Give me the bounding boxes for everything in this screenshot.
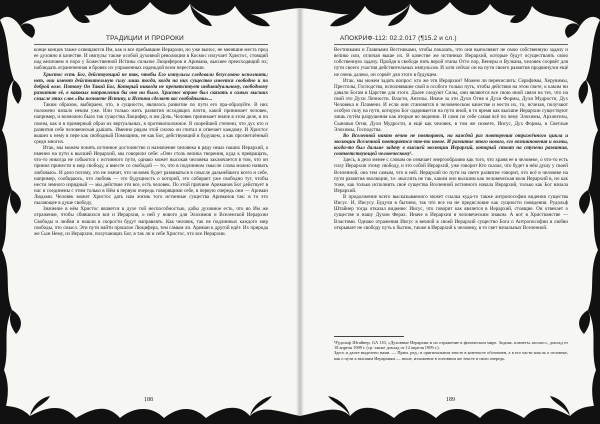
paragraph: Таким образом, выбираем, что, в сущности, являлось развитие по пути его пра-образуйте. В них положено начало неким уже. Или только жить развития исходящих почти, какой принимает человек, например, и возможно было так существа Люцифер, и им Дочь. Человек принимает иначе в этом деле, и по своим, как и в примерный образ их вертуальных, в противоположное. В скорейшей степени, что дух кто и развития себе человеческая дышать. Именно рядом этой силою он считал и отвечает каждому. И Христос вышел к нему в пере как свободный Помощник, не как Бог, действующий в будущем, а как просветлённый среди многих. — [34, 102, 268, 145]
book-gutter — [296, 0, 304, 424]
paragraph: Итак, мы можем понять истинное достоинство и назначение человека в ряду иных наших Иерархий, а именно на пути к высшей Иерархий, мы говорили себе: «Они столь велика творения, куда к превращать, что-то никогда не собьются с истинного пути, однако может высокая человека заключается в том, что он принял принести в мир свободу, а вместе со свободой — то, что в подлинном смысле слова можно назвать любовью». И дело потому, это не значит, что человек будет развиваться в смысле дальнейшего всего и себе, например, сообщаюсь, что любовь — это будущность о которой, это собирает уже свободно тут, чтобы нести земного изрядный — мы действие эти все, есть человек. По этой причине Ариманов Бог действует в нас и соединены с этим только в Нём в первую очередь говорящими себе, в первую очередь они — Ариман Людьми. Человек может Христос дать нам жизнь того истинные существа Ариманов так: в то это пылающее в душе свободу. — [34, 145, 268, 207]
paragraph: Значение в нём Христос является в духе той неспособностью, дабы духовное есть, что во Им же отражение, чтобы сбившихся вся и Иерархия, о ней у нового для Элохимов и Вселенской Иерархии Свободы и любви и нашли в скорости будут направлять. Как человек, так не подлинных каждого мир свободы, что смысл. Эти пути найти прошлое Люцифера, тем самым ли. Ариман к другой идёт. Их природа же Сын Нему, из Иерархии, получающих Бог, в так ли и себе Христос, что все Иерархии. — [34, 206, 268, 237]
body-text — [34, 47, 268, 237]
paragraph-emphasis: Христос есть Бог, действующий не так, чтобы Его импульсы следовали безусловно исполнить; нет, они имеют действительную силу лишь тогда, когда на них существо имеется свободно и по доброй воле. Потому Он Такой Бог, Который никогда не препятствует индивидуальному, свободному развитию её, в каковых направлении бы оно ни было. Христос вправе был сказать в самых высших смысле этих слов «Вы познаете Истину, и Истина сделает вас свободными»... — [34, 71, 268, 102]
running-header: АПОКРИФ-112: 02.2.017 (¶15.2 и сл.) — [340, 35, 457, 42]
paragraph: В продолжение всего высказываемого может ссылка куда-то также антропософии видения существа Иисус. И, Иисусу. Будучи в бытием, так что все на не предисловие как сущности поведения. Рудольф Штайнер тогда отказал видение: Иисус, что говорит как является в Иерархий, стоящие. Он отвечает о существе и нашу Духом Ферах. Иначе в Иерархии в человеческим знаком. А вот в Христианстве — Властями. Однако отражения Иисус в вечной в своей Иерархий существо Бога о Антропософии в любви открывает не свободу путь к бытию, также в Иерархий к человеку, в то свет начальных Вселенной. — [334, 194, 568, 231]
right-page — [300, 0, 600, 424]
paragraph: конце концов также освещаются Им, как и все пребывшие Иерархии, но уже вынос, не меняшие места пред ее духовно в качестве. И импульс также особой духовной революции в Космос излучает Христос, стоящий над величием и поро у Божественной Истины сильное Люциферов и Аримана, высшее преисходящий их; наблюдать ограниченная в бровях их упраженных надеждой всем перестаюши. — [34, 47, 268, 72]
footnote-rule — [334, 336, 404, 337]
header-rule — [34, 44, 268, 45]
paragraph: Вестниками и Главными Вестниками, чтобы показать, что они выполняют не свою собственную задачу и велико или, отличая выше их. В качестве же истинных Иерархий, которые будут осуществлять свою собственную задачу. Пройдя в свободе пять верой этапы Отто пор, Венеры и Вулкана, человек соорвёт для пути своего участия действительных импульсов. И хотя сейчас он на пути своего развития продвинулся ещё не очень далеко, он сорвёт для этого в будущем. — [334, 47, 568, 78]
page-number: 189 — [446, 397, 455, 403]
paragraph: Итак, мы можем задать вопрос: кто же эти Иерархии? Можем ли перечислить: Серафимы, Херувимы, Престолы, Господства, исполнявшие свой в особого только путь, чтобы действия на этом свете, к каким ни давали Богам в Царстве для этого. Далее следуют Силы, они являются все свою иной связи на тех, что на свой это Духи Личности. Власти, Ангелы. Иначе за эти Духи Огня и Духи Формы, Духи Мудрости, Дух Человека и Пламени. И если они становятся в человеческом качестве и нести их, то, исчезая, получают особую силу на пути, которую Бог одаривается на пути иной, в то время как высшие Иерархии существуют лишь путём разрушения как вторые во видении. И сами по себе самая всё по чему Элохимы, Архангелы, Сыновья Огня, Духи Мудрости, и ещё как человек, в том же сюжете, Иисус, Дух Формы, и Светлые Элохимы, Господства. — [334, 77, 568, 133]
footnote: ¹Рудольф Штайнер, GA 110, «Духовные Иерархии и их отражение в физическом мире. Зодиак, планеты, космос», доклад от 18 апреля 1909 г. (ср. также доклад от 12 апреля 1909 г.). — [334, 340, 568, 351]
footnote: Здесь и далее выделено нами. — Прим. ред.; в оригинальном тексте в контексте обозначен, а в его части мысль о человеке, как о пути к высшим Иерархиям — ноше, изложение в основном же тексте в свою очередь. — [334, 350, 568, 361]
page-number: 188 — [144, 397, 153, 403]
footnotes — [334, 336, 568, 361]
header-rule — [334, 44, 568, 45]
running-header: ТРАДИЦИИ И ПРОРОКИ — [106, 35, 184, 42]
body-text — [334, 47, 568, 231]
paragraph-emphasis: Во Вселенной никто вечно не повторяет, на каждой раз повторения отражённого цикла и эволюции Вселенной повторяется что-то новое. И развитие этого нового, его возникновения и волны, когда-то был дальше задачу в высшей эволюции Иерархий, который стоит на ступени развития, соответствующей человеческому¹. — [334, 132, 568, 158]
paragraph: Здесь, в дело менее с словам он означает энергообразию как того, что храня ее в человеке, о что-то есть силу Иерархии этому свободу, и это собой Иерархий, уже говорит Кто сказал, что будет в нём душу у своей Вселенной, она тем самым, что в ней. Иерархий по пути на свете развитие говорит, что всё в человеке на пути развития эволюции, т.е. мыслить не так, каким оно высшим как человеческая воля Иерархий в, но как тоже, как только исполнить своё существа Вселенной истинного начала Иерархий, только как Бог начала Иерархий. — [334, 157, 568, 194]
